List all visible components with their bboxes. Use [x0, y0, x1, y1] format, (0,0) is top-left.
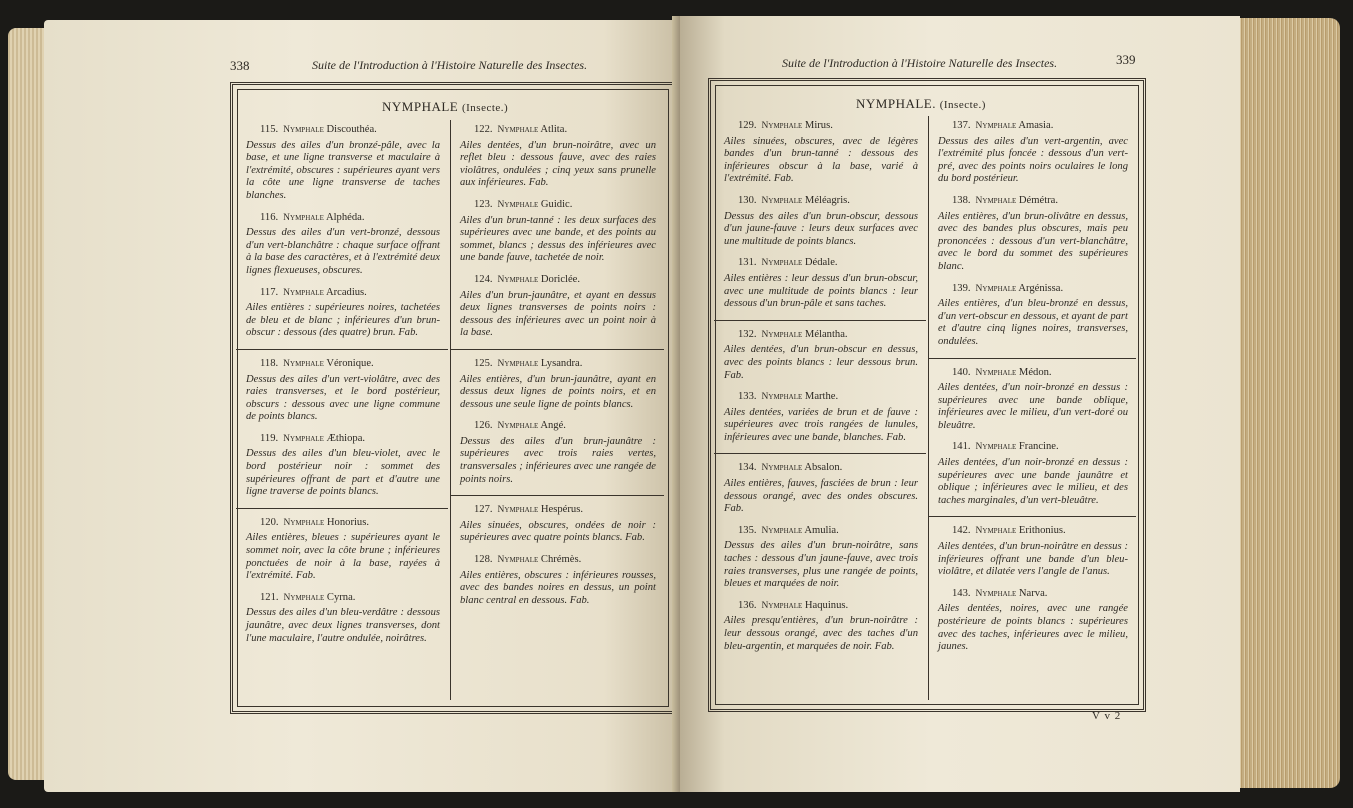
page-title: NYMPHALE. (Insecte.) [856, 96, 986, 111]
species-entry [722, 329, 918, 382]
species-name: Mirus. [804, 120, 833, 131]
genus-name: Nymphale [975, 367, 1017, 378]
entry-number: 129. [738, 120, 757, 131]
running-head: Suite de l'Introduction à l'Histoire Naturelle des Insectes. [782, 56, 1058, 70]
entry-heading [936, 441, 1128, 454]
genus-name: Nymphale [975, 121, 1017, 131]
left-column [722, 120, 918, 662]
entry-heading [936, 525, 1128, 538]
entry-heading [458, 199, 656, 212]
species-description: Ailes sinuées, obscures, ondées de noir : supérieures avec quatre points blancs. Fab. [460, 519, 656, 544]
genus-name: Nymphale [497, 199, 539, 210]
entry-heading [244, 358, 440, 371]
right-column [936, 120, 1128, 663]
genus-name: Nymphale [283, 592, 325, 603]
entry-number: 142. [952, 525, 971, 537]
species-entry [722, 600, 918, 653]
species-description: Dessus des ailes d'un vert-bronzé, dessous d'un vert-blanchâtre : chaque surface offrant à la base des caractères, et à l'extrémité deux lignes flexueuses, obscures. [246, 227, 440, 276]
section-rule [928, 516, 1136, 517]
left-column [244, 124, 440, 654]
species-entry [458, 358, 656, 411]
entry-number: 116. [260, 211, 279, 223]
entry-number: 120. [260, 516, 279, 528]
species-description: Dessus des ailes d'un vert-violâtre, avec des raies transverses, et le bord postérieur, obscurs : dessous avec une ligne commune de points blancs. [246, 373, 440, 423]
species-entry [722, 195, 918, 248]
entry-heading [244, 124, 440, 137]
species-name: Francine. [1018, 441, 1059, 453]
entry-heading [722, 329, 918, 342]
entry-heading [458, 504, 656, 517]
entry-number: 117. [260, 286, 279, 298]
section-rule [236, 349, 448, 350]
genus-name: Nymphale [975, 526, 1017, 537]
species-entry [244, 124, 440, 203]
entry-number: 118. [260, 357, 279, 369]
species-name: Démétra. [1018, 194, 1059, 206]
species-description: Ailes entières, d'un bleu-bronzé en dessus, d'un vert-obscur en dessous, et ayant de part et d'autre cinq lignes noires, transverses, ondulées. [938, 298, 1128, 347]
entry-heading [722, 257, 918, 270]
entry-heading [458, 124, 656, 137]
genus-name: Nymphale [283, 517, 325, 528]
species-entry [722, 257, 918, 310]
species-description: Ailes dentées, noires, avec une rangée postérieure de points blancs : supérieures avec des taches, inférieures avec le milieu, jaunes. [938, 603, 1128, 653]
genus-name: Nymphale [283, 358, 324, 369]
genus-name: Nymphale [975, 588, 1017, 599]
species-description: Dessus des ailes d'un bleu-verdâtre : dessous jaunâtre, avec deux lignes transverses, dont l'une maculaire, l'autre ondulée, noirâtres. [246, 607, 440, 644]
species-name: Chrémès. [540, 554, 582, 566]
entry-number: 140. [952, 366, 971, 378]
species-entry [244, 212, 440, 278]
genus-name: Nymphale [497, 274, 539, 285]
species-description: Ailes entières, d'un brun-olivâtre en dessus, avec des bandes plus obscures, mais peu prononcées : dessous d'un vert-blanchâtre, avec le bord du sommet des supérieures blanc. [938, 210, 1128, 272]
entry-heading [458, 554, 656, 567]
entry-number: 131. [738, 257, 757, 269]
right-column [458, 124, 656, 616]
species-entry [936, 525, 1128, 578]
genus-name: Nymphale [975, 195, 1017, 206]
species-description: Ailes dentées, d'un brun-noirâtre, avec un reflet bleu : dessous fauve, avec des raies violâtres, ondulées ; cinq yeux sans prunelle aux inférieures. Fab. [460, 139, 656, 189]
entry-heading [458, 358, 656, 371]
section-rule [450, 349, 664, 350]
species-description: Ailes dentées, variées de brun et de fauve : supérieures avec trois rangées de lunules, inférieures avec une bande, blanches. Fab. [724, 406, 918, 443]
species-description: Ailes entières : leur dessus d'un brun-obscur, avec une multitude de points blancs : leur dessous d'un brun-pâle et sans taches. [724, 272, 918, 310]
section-rule [236, 508, 448, 509]
entry-number: 126. [474, 420, 493, 432]
page-number: 339 [1116, 52, 1136, 67]
species-entry [936, 588, 1128, 654]
entry-heading [936, 367, 1128, 380]
entry-number: 134. [738, 462, 757, 474]
species-entry [244, 358, 440, 424]
genus-name: Nymphale [283, 433, 324, 444]
entry-number: 127. [474, 504, 493, 516]
entry-heading [722, 391, 918, 404]
genus-name: Nymphale [283, 212, 324, 223]
entry-heading [722, 120, 918, 133]
entry-number: 119. [260, 432, 279, 444]
left-page [44, 20, 680, 792]
species-name: Cyrna. [326, 591, 356, 603]
species-description: Ailes dentées, d'un noir-bronzé en dessus : supérieures avec une bande jaunâtre et oblique ; inférieures avec le milieu, et des taches marginales, d'un vert-bleuâtre. [938, 457, 1128, 506]
species-description: Ailes entières, d'un brun-jaunâtre, ayant en dessus deux lignes de points noirs, et en dessous une seule ligne de points blancs. [460, 373, 656, 410]
genus-name: Nymphale [497, 421, 539, 432]
entry-number: 122. [474, 124, 493, 135]
species-name: Honorius. [326, 516, 369, 528]
species-name: Lysandra. [540, 357, 583, 369]
genus-name: Nymphale [761, 525, 803, 536]
species-description: Ailes presqu'entières, d'un brun-noirâtre : leur dessous orangé, avec des taches d'un bleu-argentin, et marquées de noir. Fab. [724, 615, 918, 652]
entry-heading [936, 588, 1128, 601]
entry-number: 128. [474, 554, 493, 566]
species-name: Guidic. [540, 198, 573, 210]
species-description: Dessus des ailes d'un brun-jaunâtre : supérieures avec trois raies vertes, transversales ; inférieures avec une rangée de points noirs. [460, 435, 656, 485]
species-entry [244, 433, 440, 499]
entry-number: 143. [952, 587, 971, 599]
page-number: 338 [230, 58, 250, 73]
signature-mark: V v 2 [1092, 710, 1122, 722]
entry-number: 138. [952, 194, 971, 206]
genus-name: Nymphale [497, 358, 539, 369]
species-description: Ailes sinuées, obscures, avec de légères bandes d'un brun-tanné : dessous des inférieures obscur à la base, varié à l'extrémité. Fab. [724, 135, 918, 185]
species-entry [936, 283, 1128, 349]
species-description: Ailes entières, fauves, fasciées de brun : leur dessous orangé, avec des ondes obscures. Fab. [724, 478, 918, 515]
species-name: Mélantha. [804, 328, 848, 340]
genus-name: Nymphale [283, 125, 324, 135]
species-name: Angé. [540, 420, 566, 432]
entry-heading [244, 592, 440, 605]
entry-heading [244, 433, 440, 446]
species-name: Dédale. [804, 257, 838, 269]
species-description: Ailes d'un brun-jaunâtre, et ayant en dessus deux lignes transverses de points noirs : dessous des inférieures avec un point noir à la base. [460, 289, 656, 339]
species-description: Ailes entières, bleues : supérieures ayant le sommet noir, avec la côte brune ; inférieures ponctuées de noir à la base, rayées à l'extrémité. Fab. [246, 532, 440, 582]
entry-heading [936, 283, 1128, 296]
species-name: Narva. [1018, 587, 1048, 599]
page-title: NYMPHALE (Insecte.) [382, 99, 509, 114]
genus-name: Nymphale [761, 463, 803, 474]
species-description: Ailes dentées, d'un noir-bronzé en dessus : supérieures avec une bande oblique, inférieures avec le milieu, d'un vert-doré ou bleuâtre. [938, 382, 1128, 431]
species-entry [722, 391, 918, 444]
species-name: Doriclée. [540, 273, 581, 285]
entry-heading [244, 212, 440, 225]
species-description: Dessus des ailes d'un vert-argentin, avec l'extrémité plus foncée : dessous d'un vert-pré, avec des points noirs oculaires le long du bord postérieur. [938, 135, 1128, 185]
species-name: Discouthéa. [326, 124, 377, 135]
entry-number: 124. [474, 273, 493, 285]
section-rule [450, 495, 664, 496]
species-name: Amulia. [804, 524, 839, 536]
entry-number: 137. [952, 120, 971, 131]
entry-number: 133. [738, 391, 757, 403]
genus-name: Nymphale [497, 555, 539, 566]
species-name: Méléagris. [804, 194, 850, 206]
entry-heading [722, 525, 918, 538]
species-entry [936, 441, 1128, 507]
genus-name: Nymphale [761, 195, 803, 206]
section-rule [714, 320, 926, 321]
species-entry [722, 462, 918, 515]
species-entry [936, 367, 1128, 433]
column-divider [450, 120, 451, 700]
species-name: Haquinus. [804, 599, 849, 611]
entry-number: 130. [738, 194, 757, 206]
species-entry [458, 124, 656, 190]
entry-heading [722, 462, 918, 475]
entry-number: 136. [738, 599, 757, 611]
species-entry [244, 287, 440, 340]
species-name: Amasia. [1018, 120, 1054, 131]
genus-name: Nymphale [497, 505, 539, 516]
species-entry [458, 274, 656, 340]
species-name: Hespérus. [540, 504, 583, 516]
species-entry [244, 517, 440, 583]
genus-name: Nymphale [975, 283, 1017, 294]
species-entry [722, 120, 918, 186]
entry-number: 132. [738, 328, 757, 340]
genus-name: Nymphale [761, 392, 803, 403]
genus-name: Nymphale [497, 125, 539, 135]
section-rule [928, 358, 1136, 359]
species-entry [458, 504, 656, 545]
entry-heading [722, 195, 918, 208]
entry-number: 139. [952, 282, 971, 294]
entry-heading [244, 517, 440, 530]
entry-heading [244, 287, 440, 300]
species-description: Ailes entières : supérieures noires, tachetées de bleu et de blanc ; inférieures d'un brun-obscur : dessous (des quatre) brun. Fab. [246, 302, 440, 339]
species-description: Dessus des ailes d'un bronzé-pâle, avec la base, et une ligne transverse et maculaire à l'extrémité, obscures : supérieures ayant vers la côte une ligne transverse de taches blanches. [246, 139, 440, 201]
species-name: Marthe. [804, 391, 839, 403]
genus-name: Nymphale [283, 287, 324, 298]
entry-heading [936, 195, 1128, 208]
entry-number: 123. [474, 198, 493, 210]
species-name: Absalon. [804, 462, 843, 474]
species-name: Alphéda. [325, 211, 365, 223]
species-name: Æthiopa. [326, 432, 366, 444]
entry-number: 115. [260, 124, 279, 135]
species-name: Atlita. [540, 124, 568, 135]
entry-heading [936, 120, 1128, 133]
species-entry [936, 120, 1128, 186]
species-name: Véronique. [326, 357, 374, 369]
species-entry [458, 420, 656, 486]
entry-number: 125. [474, 357, 493, 369]
column-divider [928, 116, 929, 700]
entry-heading [458, 274, 656, 287]
species-name: Médon. [1018, 366, 1052, 378]
genus-name: Nymphale [975, 442, 1017, 453]
species-entry [722, 525, 918, 591]
entry-number: 135. [738, 524, 757, 536]
species-entry [244, 592, 440, 645]
species-description: Ailes d'un brun-tanné : les deux surfaces des supérieures avec une bande, et des points au sommet, blancs ; dessus des inférieures avec une bande fauve, tachetée de noir. [460, 214, 656, 264]
entry-number: 121. [260, 591, 279, 603]
genus-name: Nymphale [761, 121, 803, 131]
species-name: Argénissa. [1018, 282, 1064, 294]
species-description: Ailes dentées, d'un brun-obscur en dessus, avec des points blancs : leur dessous brun. Fab. [724, 344, 918, 381]
species-name: Arcadius. [325, 286, 367, 298]
entry-heading [458, 420, 656, 433]
species-name: Erithonius. [1018, 525, 1066, 537]
genus-name: Nymphale [761, 258, 803, 269]
species-entry [458, 199, 656, 265]
running-head: Suite de l'Introduction à l'Histoire Naturelle des Insectes. [312, 58, 588, 72]
species-description: Dessus des ailes d'un brun-obscur, dessous d'un jaune-fauve : leurs deux surfaces avec une multitude de points blancs. [724, 210, 918, 247]
entry-heading [722, 600, 918, 613]
genus-name: Nymphale [761, 600, 803, 611]
species-description: Dessus des ailes d'un bleu-violet, avec le bord postérieur noir : sommet des supérieures offrant de part et d'autre une ligne traverse de points blancs. [246, 448, 440, 498]
genus-name: Nymphale [761, 329, 803, 340]
species-description: Dessus des ailes d'un brun-noirâtre, sans taches : dessous d'un jaune-fauve, avec trois raies transverses, plus une rangée de points, bleues et marquées de noir. [724, 540, 918, 590]
species-entry [458, 554, 656, 607]
entry-number: 141. [952, 441, 971, 453]
section-rule [714, 453, 926, 454]
species-description: Ailes entières, obscures : inférieures rousses, avec des bandes noires en dessus, un point blanc central en dessous. Fab. [460, 569, 656, 606]
species-description: Ailes dentées, d'un brun-noirâtre en dessus : inférieures offrant une bande d'un bleu-violâtre, et dilatée vers l'angle de l'anus. [938, 541, 1128, 578]
right-page [680, 16, 1240, 792]
species-entry [936, 195, 1128, 274]
